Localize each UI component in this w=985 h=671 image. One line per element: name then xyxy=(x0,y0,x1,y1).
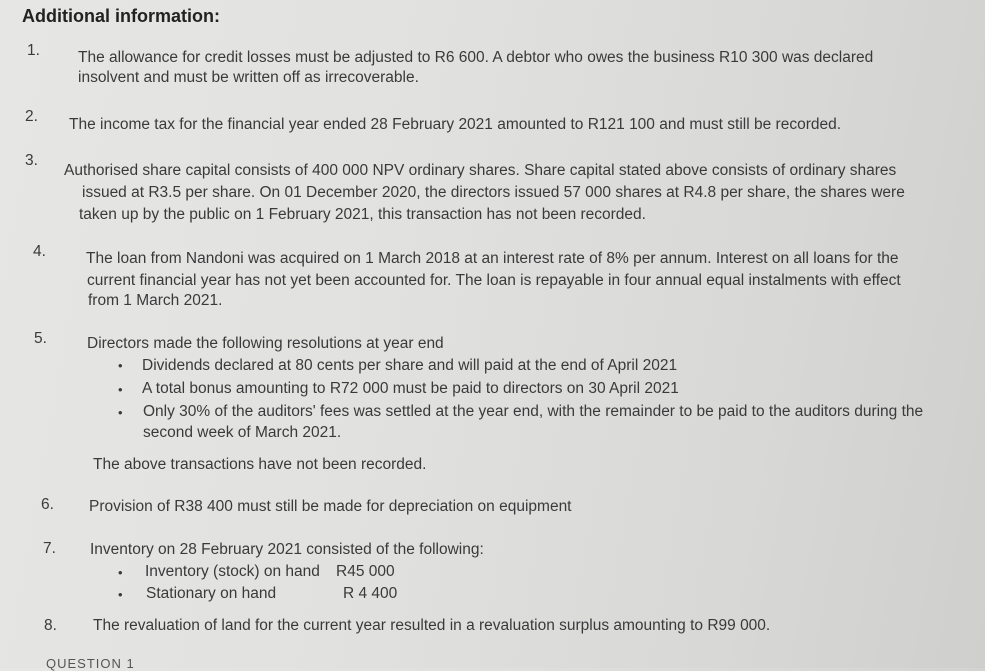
bullet-point: • xyxy=(118,382,123,397)
inventory-label: Inventory (stock) on hand xyxy=(145,563,320,580)
question-heading: QUESTION 1 xyxy=(46,656,135,671)
item-text-line: Provision of R38 400 must still be made for depreciation on equipment xyxy=(89,498,572,515)
item-text-line: insolvent and must be written off as irrecoverable. xyxy=(78,69,419,86)
bullet-point: • xyxy=(118,565,123,580)
item-text-line: Authorised share capital consists of 400 000 NPV ordinary shares. Share capital stated above consists of ordinary shares xyxy=(64,162,897,179)
item-number: 5. xyxy=(34,330,47,347)
inventory-value: R 4 400 xyxy=(343,585,398,602)
item-text-line: The loan from Nandoni was acquired on 1 March 2018 at an interest rate of 8% per annum. Interest on all loans for the xyxy=(86,250,899,267)
item-number: 2. xyxy=(25,108,38,125)
item-text-line: The revaluation of land for the current year resulted in a revaluation surplus amounting to R99 000. xyxy=(93,617,771,634)
item-number: 6. xyxy=(41,496,54,513)
item-text-line: The allowance for credit losses must be adjusted to R6 600. A debtor who owes the business R10 300 was declared xyxy=(78,49,874,66)
item-note: The above transactions have not been recorded. xyxy=(93,456,427,473)
item-number: 7. xyxy=(43,540,56,557)
item-number: 3. xyxy=(25,152,38,169)
inventory-value: R45 000 xyxy=(336,563,395,580)
item-text-line: The income tax for the financial year ended 28 February 2021 amounted to R121 100 and must still be recorded. xyxy=(69,116,842,133)
bullet-point: • xyxy=(118,358,123,373)
bullet-text: second week of March 2021. xyxy=(143,424,342,441)
bullet-point: • xyxy=(118,405,123,420)
item-number: 4. xyxy=(33,243,46,260)
item-text-line: current financial year has not yet been accounted for. The loan is repayable in four annual equal instalments with effect xyxy=(87,272,901,289)
item-text-line: issued at R3.5 per share. On 01 December 2020, the directors issued 57 000 shares at R4.8 per share, the shares were xyxy=(82,184,905,201)
item-text-line: from 1 March 2021. xyxy=(88,292,223,309)
bullet-text: A total bonus amounting to R72 000 must be paid to directors on 30 April 2021 xyxy=(142,380,679,397)
item-text-line: taken up by the public on 1 February 2021, this transaction has not been recorded. xyxy=(79,206,646,223)
section-heading: Additional information: xyxy=(22,6,220,26)
item-text-line: Directors made the following resolutions at year end xyxy=(87,335,444,352)
item-text-line: Inventory on 28 February 2021 consisted of the following: xyxy=(90,541,484,558)
bullet-text: Only 30% of the auditors' fees was settled at the year end, with the remainder to be paid to the auditors during the xyxy=(143,403,924,420)
item-number: 8. xyxy=(44,617,57,634)
bullet-text: Dividends declared at 80 cents per share and will paid at the end of April 2021 xyxy=(142,357,678,374)
item-number: 1. xyxy=(27,42,40,59)
inventory-label: Stationary on hand xyxy=(146,585,277,602)
bullet-point: • xyxy=(118,587,123,602)
